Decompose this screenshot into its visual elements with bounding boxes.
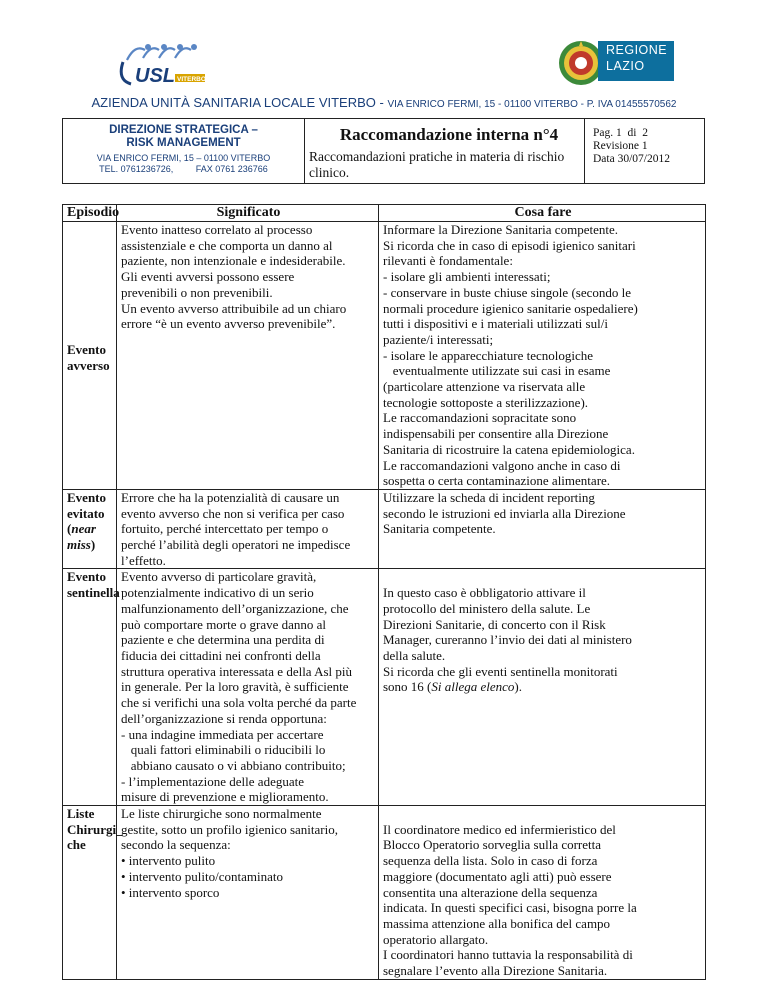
action-line: Le raccomandazioni valgono anche in caso di [383,457,621,473]
action-line: Sanitaria competente. [383,521,496,537]
action-line: protocollo del ministero della salute. Le [383,600,591,616]
meaning-line: in generale. Per la loro gravità, è sufficiente [121,679,349,695]
attached-list-note: Si allega elenco [431,679,515,695]
episode-line: Evento [67,489,106,505]
meaning-cell [117,569,379,806]
meaning-line: potenzialmente indicativo di un serio [121,585,314,601]
episodes-table [62,204,706,980]
agency-line [0,94,768,112]
meaning-line: - una indagine immediata per accertare [121,726,324,742]
meaning-line: errore “è un evento avverso prevenibile”. [121,316,336,332]
meaning-line: Un evento avverso attribuibile ad un chiaro [121,300,347,316]
action-line: sequenza della lista. Solo in caso di forza [383,853,598,869]
action-cell [379,806,706,980]
revision: Revisione 1 [593,140,648,152]
meaning-line: struttura operativa interessata e della Asl più [121,663,353,679]
region-label-line-1: REGIONE [606,43,668,57]
episode-line: avverso [67,357,110,373]
document-title-block [309,125,589,181]
header-cosa-fare: Cosa fare [379,205,706,222]
usl-logo-text: USL [135,65,175,87]
meaning-line: fortuito, perché intercettato per tempo o [121,521,329,537]
meaning-line: che si verifichi una sola volta perché da parte [121,695,357,711]
meaning-line: paziente, non intenzionale e indesiderabile. [121,253,346,269]
meaning-cell [117,489,379,569]
episode-line: Evento [67,342,106,357]
action-line: indispensabili per consentire alla Direzione [383,426,609,442]
action-line: consentita una alterazione della sequenza [383,884,598,900]
date: Data 30/07/2012 [593,153,670,165]
meaning-line: - l’implementazione delle adeguate [121,773,304,789]
action-line: normali procedure igienico sanitarie ospedaliere) [383,300,638,316]
table-row [63,569,706,806]
agency-address: VIA ENRICO FERMI, 15 - 01100 VITERBO - P. IVA 01455570562 [387,99,677,110]
document-header-box [62,118,705,184]
meaning-cell [117,222,379,490]
meaning-line: perché l’abilità degli operatori ne impedisce [121,537,351,553]
action-line: Blocco Operatorio sorveglia sulla corretta [383,837,602,853]
department-phone: TEL. 0761236726, FAX 0761 236766 [99,164,268,174]
department-block [63,119,304,175]
episode-cell [63,489,117,569]
action-line: Utilizzare la scheda di incident reporting [383,489,595,505]
meaning-line: gestite, sotto un profilo igienico sanitario, [121,821,338,837]
meaning-line: Gli eventi avversi possono essere [121,269,295,285]
episode-cell [63,569,120,806]
meaning-line: assistenziale e che comporta un danno al [121,237,333,253]
action-line: paziente/i interessati; [383,331,494,347]
episode-line: Liste [67,806,95,822]
meaning-line: misure di prevenzione e miglioramento. [121,789,329,805]
meaning-line: • intervento sporco [121,884,220,900]
action-cell [379,489,706,569]
department-address: VIA ENRICO FERMI, 15 – 01100 VITERBO [96,153,271,163]
action-line: - conservare in buste chiuse singole (secondo le [383,284,632,300]
episode-line: (near [67,521,96,537]
action-line: Direzioni Sanitarie, di concerto con il Risk [383,616,606,632]
regione-lazio-logo [556,38,676,88]
meaning-line: evento avverso che non si verifica per caso [121,505,345,521]
table-row [63,806,706,980]
department-title-2: RISK MANAGEMENT [126,137,241,149]
action-line: (particolare attenzione va riservata alle [383,379,586,395]
action-line: Si ricorda che in caso di episodi igienico sanitari [383,237,636,253]
meaning-line: • intervento pulito [121,853,216,869]
episode-line: sentinella [67,585,120,601]
action-line: Si ricorda che gli eventi sentinella monitorati [383,663,618,679]
action-line: Sanitaria di ricostruire la catena epidemiologica. [383,441,635,457]
action-line: maggiore (documentato agli atti) può essere [383,868,612,884]
meaning-line: Errore che ha la potenzialità di causare un [121,489,340,505]
meaning-line: prevenibili o non prevenibili. [121,284,273,300]
episode-cell [63,806,123,980]
meaning-cell [117,806,379,980]
meaning-line: paziente e che determina una perdita di [121,632,325,648]
table-row [63,222,706,490]
episode-line: miss) [67,537,96,553]
action-line [383,806,703,822]
episode-line: evitato [67,505,105,521]
action-line: Le raccomandazioni sopracitate sono [383,410,577,426]
document-subtitle: Raccomandazioni pratiche in materia di rischio clinico. [309,149,565,180]
action-line: eventualmente utilizzate sui casi in esame [383,363,611,379]
department-title-1: DIREZIONE STRATEGICA – [109,124,258,136]
action-line: - isolare gli ambienti interessati; [383,269,551,285]
page-number: Pag. 1 di 2 [593,127,648,139]
action-cell [379,222,706,490]
action-line: Il coordinatore medico ed infermieristico del [383,821,616,837]
header-episodio: Episodio [63,205,117,222]
usl-logo-subtext: VITERBO [177,76,206,83]
meaning-line: dell’organizzazione si renda opportuna: [121,710,327,726]
episode-line: che [67,837,86,853]
document-meta-block [587,127,708,166]
meaning-line: fiducia dei cittadini nei confronti della [121,647,321,663]
action-line: indicata. In questi specifici casi, bisogna porre la [383,900,637,916]
action-line: Manager, cureranno l’invio dei dati al ministero [383,632,632,648]
action-line: Informare la Direzione Sanitaria competente. [383,222,618,237]
document-title: Raccomandazione interna n°4 [339,125,559,144]
meaning-line: quali fattori eliminabili o riducibili lo [121,742,326,758]
action-line: della salute. [383,647,446,663]
region-label-line-2: LAZIO [606,59,645,73]
meaning-line: Le liste chirurgiche sono normalmente [121,806,322,822]
meaning-line: Evento avverso di particolare gravità, [121,569,317,585]
meaning-line: l’effetto. [121,552,166,568]
action-line: segnalare l’evento alla Direzione Sanitaria. [383,963,608,979]
meaning-line: secondo la sequenza: [121,837,231,853]
meaning-line: può comportare morte o grave danno al [121,616,327,632]
episode-near-italic: near [71,521,96,537]
meaning-line: malfunzionamento dell’organizzazione, che [121,600,349,616]
action-line: massima attenzione alla bonifica del campo [383,915,611,931]
meaning-line: Evento inatteso correlato al processo [121,222,313,237]
action-line: In questo caso è obbligatorio attivare il [383,585,586,601]
meaning-line: • intervento pulito/contaminato [121,868,283,884]
action-line: - isolare le apparecchiature tecnologiche [383,347,594,363]
action-cell [379,569,706,806]
action-line [383,569,703,585]
action-line: I coordinatori hanno tuttavia la responsabilità di [383,947,633,963]
action-line: tutti i dispositivi e i materiali utilizzati sul/i [383,316,608,332]
action-line: secondo le istruzioni ed inviarla alla Direzione [383,505,626,521]
action-line: sono 16 (Si allega elenco). [383,679,523,695]
episode-miss-italic: miss [67,537,91,553]
episode-line: Chirurgi_ [67,821,123,837]
action-line: sospetta o certa contaminazione alimentare. [383,473,611,489]
action-line: operatorio allargato. [383,931,489,947]
usl-viterbo-logo [113,40,213,90]
episode-line: Evento [67,569,106,585]
meaning-line: abbiano causato o vi abbiano contribuito; [121,757,346,773]
action-line: tecnologie sottoposte a sterilizzazione). [383,394,589,410]
table-row [63,489,706,569]
episode-cell [63,222,117,490]
header-significato: Significato [117,205,379,222]
table-header-row [63,205,706,222]
agency-name: AZIENDA UNITÀ SANITARIA LOCALE VITERBO - [91,95,388,110]
action-line: rilevanti è fondamentale: [383,253,513,269]
